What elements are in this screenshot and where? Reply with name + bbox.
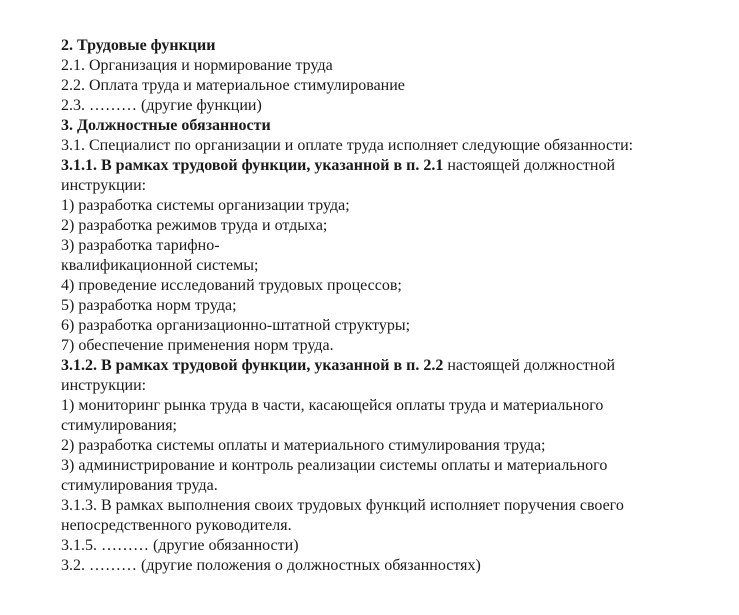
item-3-1-1-rest: настоящей должностной xyxy=(443,157,616,174)
section-3-heading: 3. Должностные обязанности xyxy=(61,117,271,134)
item-3-2: 3.2. ……… (другие положения о должностных обязанностях) xyxy=(61,557,481,574)
list-item: 6) разработка организационно-штатной структуры; xyxy=(61,317,411,334)
item-3-1-1-continuation: инструкции: xyxy=(61,177,147,194)
item-3-1: 3.1. Специалист по организации и оплате труда исполняет следующие обязанности: xyxy=(61,137,634,154)
section-2-heading: 2. Трудовые функции xyxy=(61,37,216,54)
list-item: 4) проведение исследований трудовых процессов; xyxy=(61,277,402,294)
list-item: стимулирования; xyxy=(61,417,177,434)
list-item: 2) разработка режимов труда и отдыха; xyxy=(61,217,328,234)
duties-list-1 xyxy=(61,196,721,356)
item-3-1-3: 3.1.3. В рамках выполнения своих трудовых функций исполняет поручения своего xyxy=(61,497,624,514)
list-item: 1) мониторинг рынка труда в части, касающейся оплаты труда и материального xyxy=(61,397,604,414)
item-3-1-1 xyxy=(61,156,721,176)
list-item: 7) обеспечение применения норм труда. xyxy=(61,337,334,354)
duties-list-2 xyxy=(61,396,721,496)
list-item: 3) разработка тарифно- xyxy=(61,237,220,254)
list-item: квалификационной системы; xyxy=(61,257,259,274)
item-3-1-2 xyxy=(61,356,721,376)
document-body xyxy=(61,36,721,576)
item-2-1: 2.1. Организация и нормирование труда xyxy=(61,57,333,74)
list-item: 5) разработка норм труда; xyxy=(61,297,237,314)
list-item: 1) разработка системы организации труда; xyxy=(61,197,350,214)
list-item: 3) администрирование и контроль реализации системы оплаты и материального xyxy=(61,457,608,474)
list-item: стимулирования труда. xyxy=(61,477,218,494)
item-2-3: 2.3. ……… (другие функции) xyxy=(61,97,262,114)
item-3-1-2-continuation: инструкции: xyxy=(61,377,147,394)
item-3-1-2-bold: 3.1.2. В рамках трудовой функции, указанной в п. 2.2 xyxy=(61,357,444,374)
item-3-1-5: 3.1.5. ……… (другие обязанности) xyxy=(61,537,299,554)
list-item: 2) разработка системы оплаты и материального стимулирования труда; xyxy=(61,437,546,454)
item-3-1-3-continuation: непосредственного руководителя. xyxy=(61,517,292,534)
item-3-1-2-rest: настоящей должностной xyxy=(443,357,616,374)
item-2-2: 2.2. Оплата труда и материальное стимулирование xyxy=(61,77,405,94)
item-3-1-1-bold: 3.1.1. В рамках трудовой функции, указанной в п. 2.1 xyxy=(61,157,444,174)
